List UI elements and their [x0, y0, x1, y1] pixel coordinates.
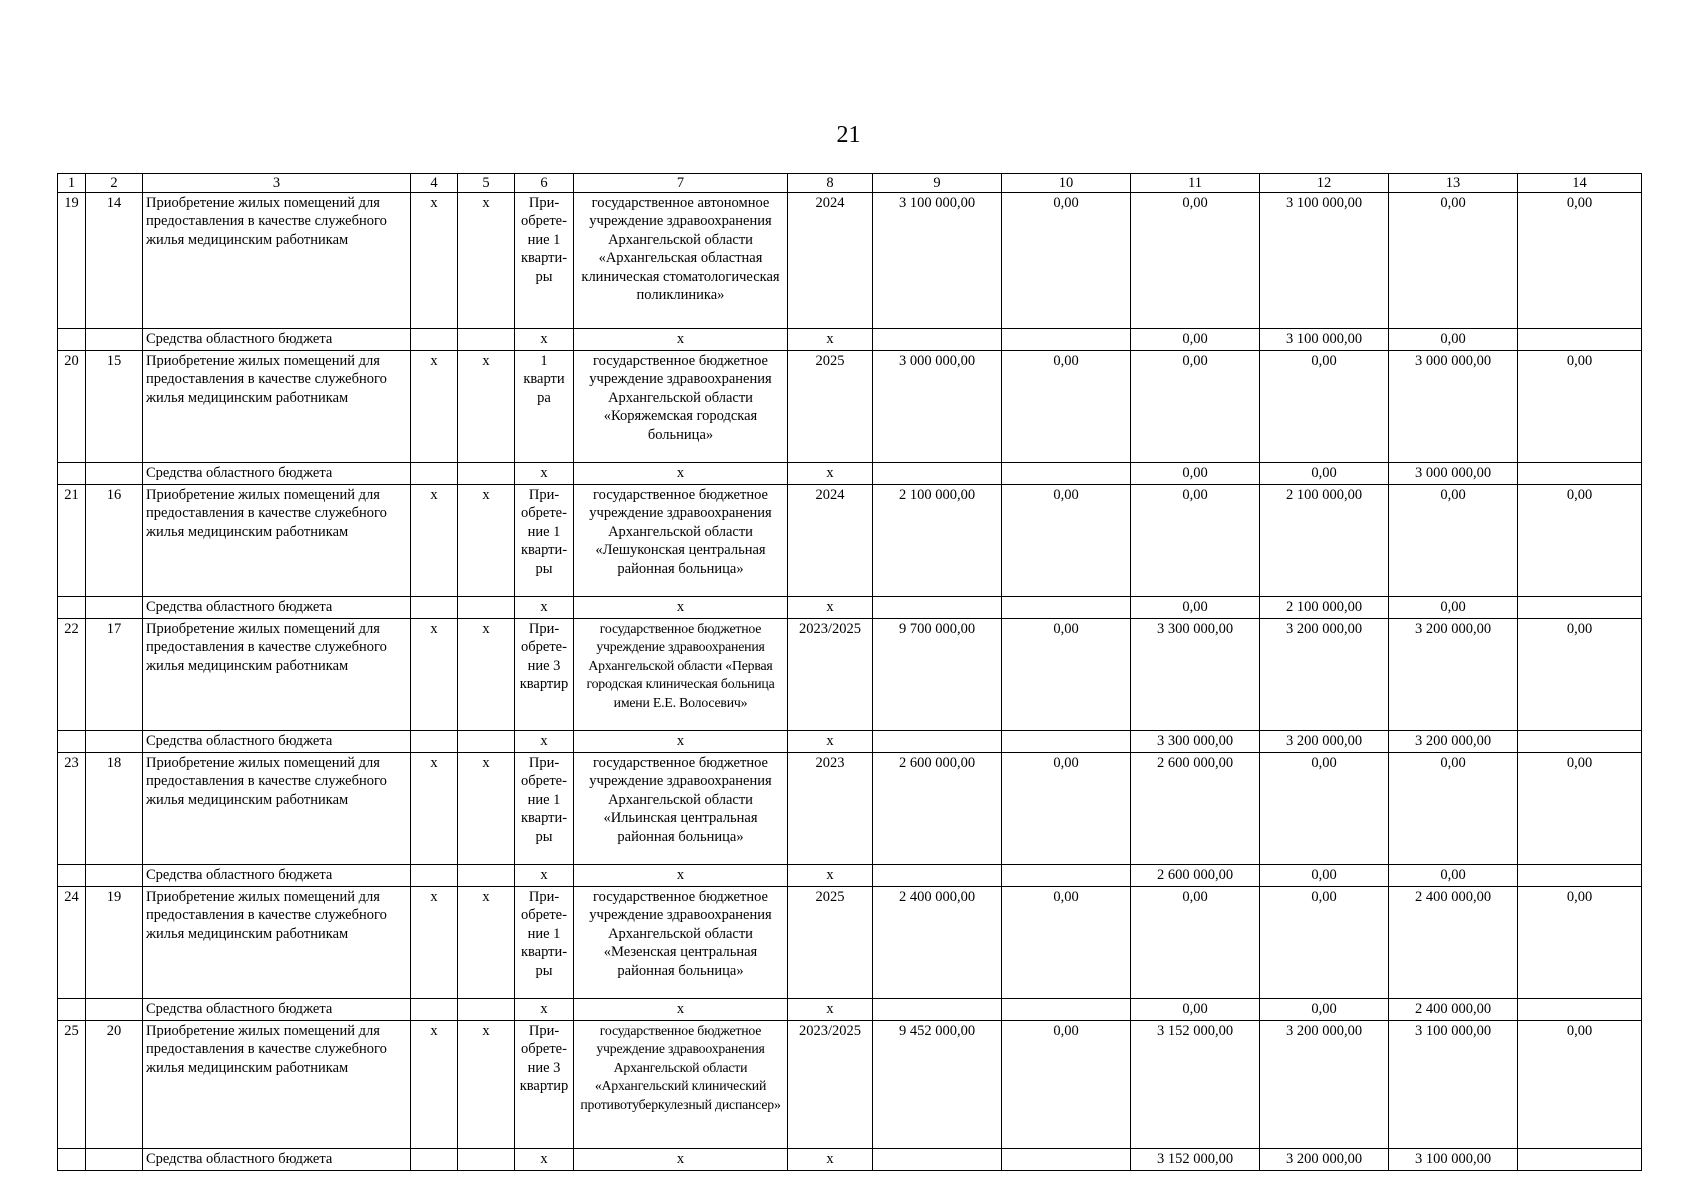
x-mark: х: [574, 329, 788, 351]
institution-name: государственное бюджетное учреждение здравоохранения Архангельской области «Первая городская клиническая больница имени Е.Е. Волосевич»: [574, 619, 788, 731]
column-4-value: х: [411, 351, 458, 463]
budget-column-13-amount: 0,00: [1389, 329, 1518, 351]
row-number: 19: [58, 193, 86, 329]
empty-cell: [873, 329, 1002, 351]
empty-cell: [411, 865, 458, 887]
empty-cell: [1518, 1149, 1642, 1171]
x-mark: х: [515, 463, 574, 485]
empty-cell: [1002, 1149, 1131, 1171]
empty-cell: [873, 865, 1002, 887]
column-13-amount: 3 000 000,00: [1389, 351, 1518, 463]
column-5-value: х: [458, 193, 515, 329]
institution-name: государственное автономное учреждение здравоохранения Архангельской области «Архангельская областная клиническая стоматологическая поликлиника»: [574, 193, 788, 329]
funding-source-label: Средства областного бюджета: [143, 865, 411, 887]
empty-cell: [458, 329, 515, 351]
column-14-amount: 0,00: [1518, 351, 1642, 463]
budget-column-12-amount: 0,00: [1260, 463, 1389, 485]
budget-column-11-amount: 3 152 000,00: [1131, 1149, 1260, 1171]
column-10-amount: 0,00: [1002, 619, 1131, 731]
empty-cell: [1518, 865, 1642, 887]
column-number: 2: [86, 174, 143, 193]
empty-cell: [86, 865, 143, 887]
empty-cell: [58, 999, 86, 1021]
column-10-amount: 0,00: [1002, 753, 1131, 865]
column-10-amount: 0,00: [1002, 485, 1131, 597]
budget-column-12-amount: 3 200 000,00: [1260, 1149, 1389, 1171]
x-mark: х: [574, 1149, 788, 1171]
row-number: 25: [58, 1021, 86, 1149]
column-10-amount: 0,00: [1002, 1021, 1131, 1149]
empty-cell: [411, 329, 458, 351]
item-number: 20: [86, 1021, 143, 1149]
table-row: [58, 485, 1642, 597]
table-row: [58, 887, 1642, 999]
activity-title: Приобретение жилых помещений для предоставления в качестве служебного жилья медицинским работникам: [143, 753, 411, 865]
x-mark: х: [574, 999, 788, 1021]
column-10-amount: 0,00: [1002, 193, 1131, 329]
implementation-years: 2023: [788, 753, 873, 865]
activity-title: Приобретение жилых помещений для предоставления в качестве служебного жилья медицинским работникам: [143, 887, 411, 999]
implementation-years: 2025: [788, 351, 873, 463]
column-number: 8: [788, 174, 873, 193]
empty-cell: [458, 597, 515, 619]
empty-cell: [458, 1149, 515, 1171]
institution-name: государственное бюджетное учреждение здравоохранения Архангельской области «Мезенская центральная районная больница»: [574, 887, 788, 999]
budget-column-11-amount: 0,00: [1131, 999, 1260, 1021]
x-mark: х: [515, 329, 574, 351]
empty-cell: [458, 731, 515, 753]
funding-source-label: Средства областного бюджета: [143, 329, 411, 351]
acquisition-description: 1 кварти ра: [515, 351, 574, 463]
column-12-amount: 3 200 000,00: [1260, 619, 1389, 731]
row-number: 23: [58, 753, 86, 865]
x-mark: х: [788, 597, 873, 619]
column-number: 7: [574, 174, 788, 193]
column-number: 4: [411, 174, 458, 193]
column-number: 3: [143, 174, 411, 193]
column-12-amount: 3 200 000,00: [1260, 1021, 1389, 1149]
budget-source-row: [58, 999, 1642, 1021]
budget-column-13-amount: 3 200 000,00: [1389, 731, 1518, 753]
empty-cell: [411, 597, 458, 619]
column-13-amount: 0,00: [1389, 193, 1518, 329]
column-4-value: х: [411, 619, 458, 731]
column-12-amount: 3 100 000,00: [1260, 193, 1389, 329]
column-12-amount: 2 100 000,00: [1260, 485, 1389, 597]
total-amount: 3 100 000,00: [873, 193, 1002, 329]
x-mark: х: [788, 329, 873, 351]
budget-column-11-amount: 0,00: [1131, 597, 1260, 619]
institution-name: государственное бюджетное учреждение здравоохранения Архангельской области «Архангельский клинический противотуберкулезный диспансер»: [574, 1021, 788, 1149]
empty-cell: [86, 463, 143, 485]
institution-name: государственное бюджетное учреждение здравоохранения Архангельской области «Лешуконская центральная районная больница»: [574, 485, 788, 597]
acquisition-description: При-обрете-ние 3 квартир: [515, 1021, 574, 1149]
column-12-amount: 0,00: [1260, 351, 1389, 463]
budget-source-row: [58, 731, 1642, 753]
column-11-amount: 0,00: [1131, 485, 1260, 597]
budget-column-11-amount: 0,00: [1131, 463, 1260, 485]
acquisition-description: При-обрете-ние 3 квартир: [515, 619, 574, 731]
column-5-value: х: [458, 887, 515, 999]
x-mark: х: [515, 597, 574, 619]
empty-cell: [86, 597, 143, 619]
column-12-amount: 0,00: [1260, 753, 1389, 865]
budget-column-12-amount: 3 100 000,00: [1260, 329, 1389, 351]
activity-title: Приобретение жилых помещений для предоставления в качестве служебного жилья медицинским работникам: [143, 193, 411, 329]
column-number: 10: [1002, 174, 1131, 193]
empty-cell: [58, 329, 86, 351]
budget-column-13-amount: 3 100 000,00: [1389, 1149, 1518, 1171]
column-4-value: х: [411, 887, 458, 999]
empty-cell: [458, 865, 515, 887]
empty-cell: [873, 731, 1002, 753]
column-number: 6: [515, 174, 574, 193]
total-amount: 2 600 000,00: [873, 753, 1002, 865]
empty-cell: [86, 731, 143, 753]
x-mark: х: [515, 731, 574, 753]
activity-title: Приобретение жилых помещений для предоставления в качестве служебного жилья медицинским работникам: [143, 485, 411, 597]
x-mark: х: [574, 865, 788, 887]
empty-cell: [458, 999, 515, 1021]
implementation-years: 2023/2025: [788, 1021, 873, 1149]
column-14-amount: 0,00: [1518, 887, 1642, 999]
total-amount: 2 400 000,00: [873, 887, 1002, 999]
budget-source-row: [58, 865, 1642, 887]
budget-source-row: [58, 463, 1642, 485]
empty-cell: [58, 865, 86, 887]
column-4-value: х: [411, 753, 458, 865]
column-10-amount: 0,00: [1002, 887, 1131, 999]
row-number: 20: [58, 351, 86, 463]
column-10-amount: 0,00: [1002, 351, 1131, 463]
item-number: 17: [86, 619, 143, 731]
empty-cell: [1002, 597, 1131, 619]
acquisition-description: При-обрете-ние 1 кварти-ры: [515, 887, 574, 999]
activity-title: Приобретение жилых помещений для предоставления в качестве служебного жилья медицинским работникам: [143, 1021, 411, 1149]
empty-cell: [1518, 999, 1642, 1021]
column-number: 9: [873, 174, 1002, 193]
funding-source-label: Средства областного бюджета: [143, 597, 411, 619]
column-number: 1: [58, 174, 86, 193]
item-number: 15: [86, 351, 143, 463]
x-mark: х: [788, 999, 873, 1021]
funding-source-label: Средства областного бюджета: [143, 999, 411, 1021]
empty-cell: [58, 463, 86, 485]
funding-source-label: Средства областного бюджета: [143, 731, 411, 753]
column-14-amount: 0,00: [1518, 1021, 1642, 1149]
budget-source-row: [58, 329, 1642, 351]
item-number: 14: [86, 193, 143, 329]
column-14-amount: 0,00: [1518, 193, 1642, 329]
implementation-years: 2025: [788, 887, 873, 999]
budget-column-12-amount: 0,00: [1260, 999, 1389, 1021]
empty-cell: [58, 597, 86, 619]
empty-cell: [411, 999, 458, 1021]
empty-cell: [873, 1149, 1002, 1171]
budget-column-13-amount: 2 400 000,00: [1389, 999, 1518, 1021]
row-number: 22: [58, 619, 86, 731]
x-mark: х: [788, 463, 873, 485]
column-13-amount: 0,00: [1389, 753, 1518, 865]
implementation-years: 2024: [788, 193, 873, 329]
funding-source-label: Средства областного бюджета: [143, 1149, 411, 1171]
x-mark: х: [574, 597, 788, 619]
column-number: 14: [1518, 174, 1642, 193]
column-number: 12: [1260, 174, 1389, 193]
budget-column-12-amount: 3 200 000,00: [1260, 731, 1389, 753]
table-row: [58, 619, 1642, 731]
empty-cell: [58, 731, 86, 753]
budget-column-12-amount: 2 100 000,00: [1260, 597, 1389, 619]
institution-name: государственное бюджетное учреждение здравоохранения Архангельской области «Ильинская центральная районная больница»: [574, 753, 788, 865]
empty-cell: [873, 597, 1002, 619]
empty-cell: [1002, 731, 1131, 753]
empty-cell: [1002, 463, 1131, 485]
column-5-value: х: [458, 753, 515, 865]
empty-cell: [86, 1149, 143, 1171]
column-number-row: [58, 174, 1642, 193]
column-11-amount: 0,00: [1131, 351, 1260, 463]
budget-column-11-amount: 3 300 000,00: [1131, 731, 1260, 753]
institution-name: государственное бюджетное учреждение здравоохранения Архангельской области «Коряжемская городская больница»: [574, 351, 788, 463]
total-amount: 9 452 000,00: [873, 1021, 1002, 1149]
empty-cell: [1518, 731, 1642, 753]
budget-column-12-amount: 0,00: [1260, 865, 1389, 887]
table-row: [58, 351, 1642, 463]
column-number: 13: [1389, 174, 1518, 193]
column-11-amount: 0,00: [1131, 887, 1260, 999]
x-mark: х: [515, 1149, 574, 1171]
empty-cell: [1002, 999, 1131, 1021]
funding-table: [57, 173, 1642, 1171]
empty-cell: [86, 999, 143, 1021]
x-mark: х: [515, 865, 574, 887]
column-13-amount: 3 100 000,00: [1389, 1021, 1518, 1149]
empty-cell: [411, 731, 458, 753]
column-11-amount: 2 600 000,00: [1131, 753, 1260, 865]
total-amount: 9 700 000,00: [873, 619, 1002, 731]
column-11-amount: 3 152 000,00: [1131, 1021, 1260, 1149]
column-4-value: х: [411, 193, 458, 329]
empty-cell: [1518, 597, 1642, 619]
x-mark: х: [574, 731, 788, 753]
table-row: [58, 753, 1642, 865]
budget-column-13-amount: 0,00: [1389, 865, 1518, 887]
empty-cell: [58, 1149, 86, 1171]
item-number: 19: [86, 887, 143, 999]
table-row: [58, 193, 1642, 329]
column-4-value: х: [411, 1021, 458, 1149]
acquisition-description: При-обрете-ние 1 кварти-ры: [515, 753, 574, 865]
budget-column-11-amount: 2 600 000,00: [1131, 865, 1260, 887]
budget-source-row: [58, 597, 1642, 619]
activity-title: Приобретение жилых помещений для предоставления в качестве служебного жилья медицинским работникам: [143, 619, 411, 731]
empty-cell: [873, 999, 1002, 1021]
empty-cell: [1518, 463, 1642, 485]
budget-column-11-amount: 0,00: [1131, 329, 1260, 351]
column-number: 5: [458, 174, 515, 193]
page-number: 21: [836, 122, 861, 148]
empty-cell: [458, 463, 515, 485]
budget-column-13-amount: 3 000 000,00: [1389, 463, 1518, 485]
column-number: 11: [1131, 174, 1260, 193]
x-mark: х: [788, 731, 873, 753]
empty-cell: [1002, 329, 1131, 351]
row-number: 21: [58, 485, 86, 597]
empty-cell: [1002, 865, 1131, 887]
budget-column-13-amount: 0,00: [1389, 597, 1518, 619]
column-14-amount: 0,00: [1518, 485, 1642, 597]
column-5-value: х: [458, 485, 515, 597]
column-5-value: х: [458, 619, 515, 731]
column-11-amount: 3 300 000,00: [1131, 619, 1260, 731]
column-13-amount: 3 200 000,00: [1389, 619, 1518, 731]
column-12-amount: 0,00: [1260, 887, 1389, 999]
empty-cell: [411, 463, 458, 485]
x-mark: х: [574, 463, 788, 485]
column-5-value: х: [458, 1021, 515, 1149]
row-number: 24: [58, 887, 86, 999]
acquisition-description: При-обрете-ние 1 кварти-ры: [515, 193, 574, 329]
column-14-amount: 0,00: [1518, 753, 1642, 865]
activity-title: Приобретение жилых помещений для предоставления в качестве служебного жилья медицинским работникам: [143, 351, 411, 463]
x-mark: х: [788, 1149, 873, 1171]
x-mark: х: [515, 999, 574, 1021]
empty-cell: [873, 463, 1002, 485]
empty-cell: [86, 329, 143, 351]
column-11-amount: 0,00: [1131, 193, 1260, 329]
total-amount: 3 000 000,00: [873, 351, 1002, 463]
implementation-years: 2024: [788, 485, 873, 597]
column-14-amount: 0,00: [1518, 619, 1642, 731]
x-mark: х: [788, 865, 873, 887]
total-amount: 2 100 000,00: [873, 485, 1002, 597]
item-number: 16: [86, 485, 143, 597]
column-13-amount: 2 400 000,00: [1389, 887, 1518, 999]
funding-source-label: Средства областного бюджета: [143, 463, 411, 485]
budget-source-row: [58, 1149, 1642, 1171]
empty-cell: [1518, 329, 1642, 351]
column-4-value: х: [411, 485, 458, 597]
column-13-amount: 0,00: [1389, 485, 1518, 597]
implementation-years: 2023/2025: [788, 619, 873, 731]
column-5-value: х: [458, 351, 515, 463]
item-number: 18: [86, 753, 143, 865]
table-row: [58, 1021, 1642, 1149]
acquisition-description: При-обрете-ние 1 кварти-ры: [515, 485, 574, 597]
empty-cell: [411, 1149, 458, 1171]
